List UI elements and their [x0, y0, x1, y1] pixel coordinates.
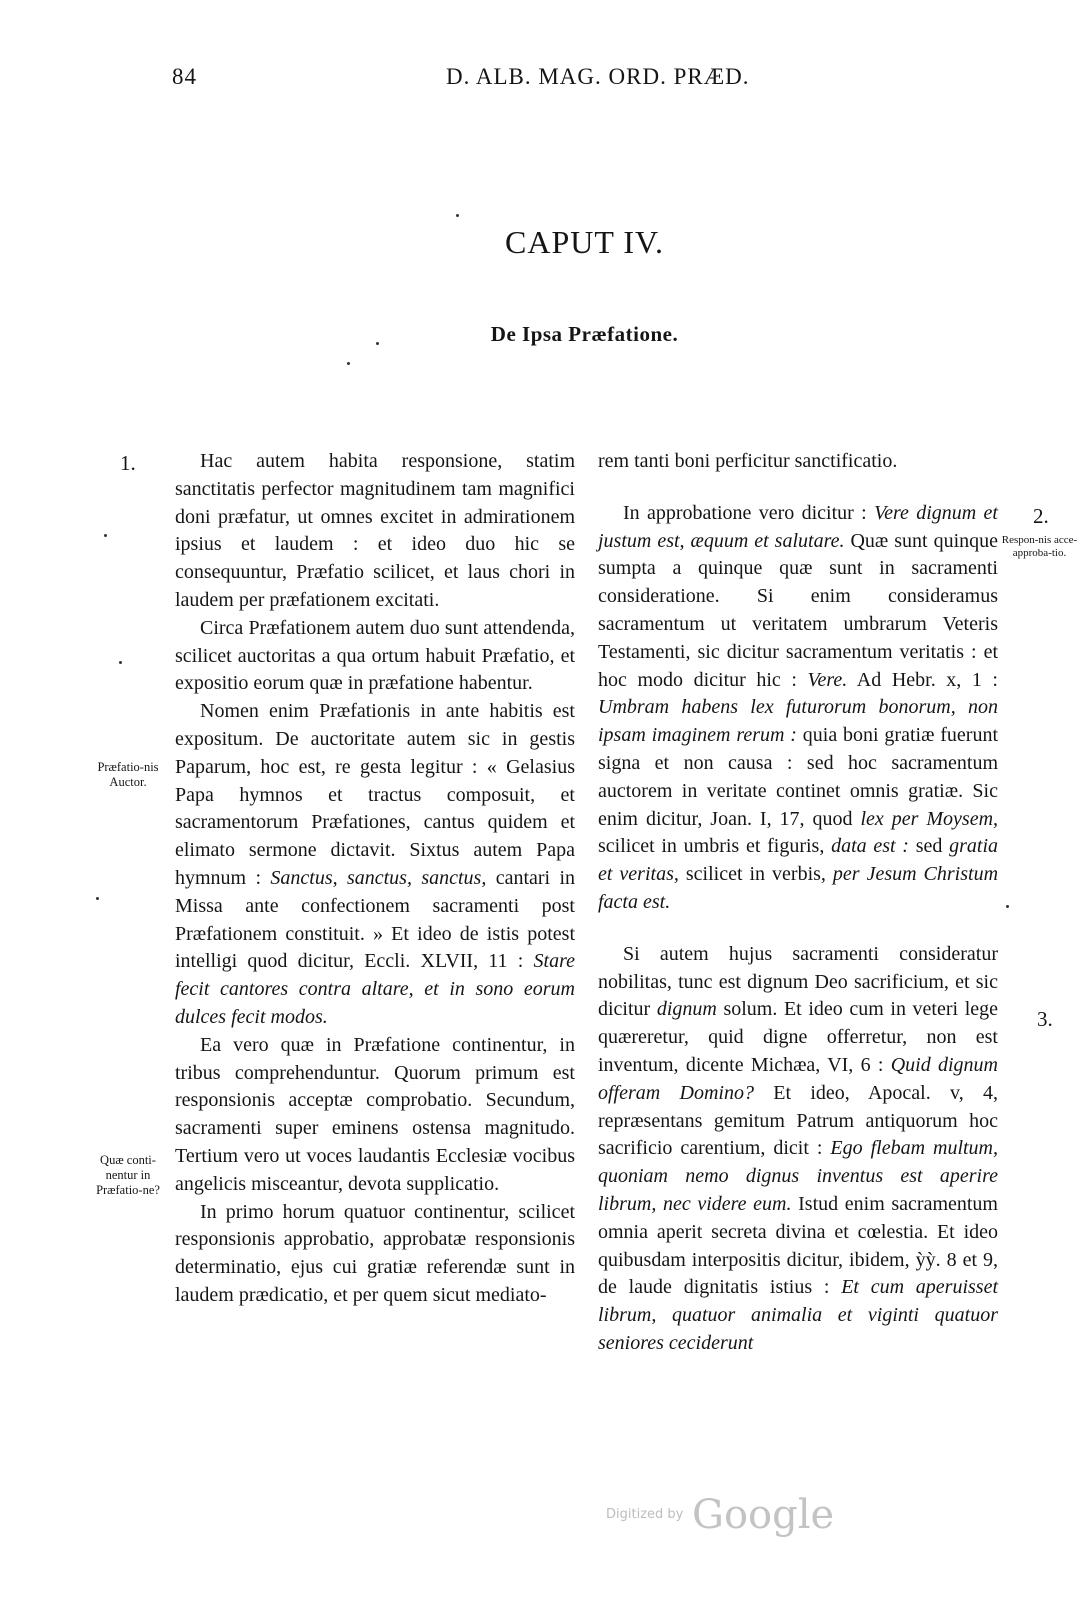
running-title: D. ALB. MAG. ORD. PRÆD.	[446, 64, 750, 89]
print-speck	[119, 661, 122, 664]
paragraph: In approbatione vero dicitur : Vere dignum et justum est, æquum et salutare. Quæ sunt quinque sumpta a quinque quæ sunt in sacramenti consideratione. Si enim consideramus sacramentum ut veritatem umbrarum Veteris Testamenti, sic dicitur sacramentum veritatis : et hoc modo dicitur hic : Vere. Ad Hebr. x, 1 : Umbram habens lex futurorum bonorum, non ipsam imaginem rerum : quia boni gratiæ fuerunt signa et non causa : sed hoc sacramentum auctorem in veritate continet omnis gratiæ. Sic enim dicitur, Joan. I, 17, quod lex per Moysem, scilicet in umbris et figuris, data est : sed gratia et veritas, scilicet in verbis, per Jesum Christum facta est.	[598, 501, 999, 913]
paragraph: Hac autem habita responsione, statim sanctitatis perfector magnitudinem tam magnifici doni præfatur, ut omnes excitet in admirationem ipsius et laudem : et ideo duo hic se consequuntur, Præfatio scilicet, et laus chori in laudem per præfationem excitati.	[175, 450, 575, 611]
section-number-1: 1.	[120, 451, 136, 475]
print-speck	[347, 362, 350, 365]
margin-note-quae-continentur: Quæ conti-nentur in Præfatio-ne?	[96, 1153, 160, 1197]
paragraph: Circa Præfationem autem duo sunt attendenda, scilicet auctoritas a qua ortum habuit Præfatio, et expositio eorum quæ in præfatione habentur.	[175, 616, 575, 695]
right-column	[598, 448, 998, 1358]
print-speck	[96, 897, 99, 900]
print-speck	[376, 342, 379, 345]
chapter-title: CAPUT IV.	[505, 224, 664, 260]
section-number-3: 3.	[1037, 1007, 1053, 1031]
digitized-by-text: Digitized by	[606, 1507, 684, 1522]
google-logo: Google	[692, 1492, 835, 1538]
paragraph: rem tanti boni perficitur sanctificatio.	[598, 450, 898, 472]
paragraph: In primo horum quatuor continentur, scilicet responsionis approbatio, approbatæ responsionis determinatio, ejus cui gratiæ referendæ sunt in laudem prædicatio, et per quem sicut mediato-	[175, 1200, 575, 1306]
margin-note-responsionis: Respon-nis acce-approba-tio.	[1001, 534, 1078, 559]
print-speck	[456, 214, 459, 217]
left-column	[175, 448, 575, 1310]
paragraph: Si autem hujus sacramenti consideratur nobilitas, tunc est dignum Deo sacrificium, et sic dicitur dignum solum. Et ideo cum in veteri lege quæreretur, quid digne offerretur, non est inventum, dicente Michæa, VI, 6 : Quid dignum offeram Domino? Et ideo, Apocal. v, 4, repræsentans gemitum Patrum antiquorum hoc sacrificio carentium, dicit : Ego flebam multum, quoniam nemo dignus inventus est aperire librum, nec videre eum. Istud enim sacramentum omnia aperit secreta divina et cœlestia. Et ideo quibusdam interpositis dicitur, ibidem, ỳỳ. 8 et 9, de laude dignitatis istius : Et cum aperuisset librum, quatuor animalia et viginti quatuor seniores ceciderunt	[598, 942, 999, 1354]
margin-note-praefationis-auctor: Præfatio-nis Auctor.	[97, 760, 159, 789]
page-number: 84	[172, 64, 197, 89]
print-speck	[1006, 905, 1009, 908]
paragraph: Nomen enim Præfationis in ante habitis est expositum. De auctoritate autem sic in gestis Paparum, hoc est, re gesta legitur : « Gelasius Papa hymnos et tractus composuit, et sacramentorum Præfationes, cantus quidem et elimato sermone dictavit. Sixtus autem Papa hymnum : Sanctus, sanctus, sanctus, cantari in Missa ante confectionem sacramenti post Præfationem constituit. » Et ideo de istis potest intelligi quod dicitur, Eccli. XLVII, 11 : Stare fecit cantores contra altare, et in sono eorum dulces fecit modos.	[175, 700, 576, 1028]
print-speck	[104, 534, 107, 537]
paragraph: Ea vero quæ in Præfatione continentur, in tribus comprehenduntur. Quorum primum est responsionis acceptæ comprobatio. Secundum, sacramenti super eminens ostensa magnitudo. Tertium vero ut voces laudantis Ecclesiæ vocibus angelicis misceantur, devota supplicatio.	[175, 1033, 575, 1195]
chapter-subtitle: De Ipsa Præfatione.	[490, 322, 679, 346]
section-number-2: 2.	[1033, 504, 1049, 528]
